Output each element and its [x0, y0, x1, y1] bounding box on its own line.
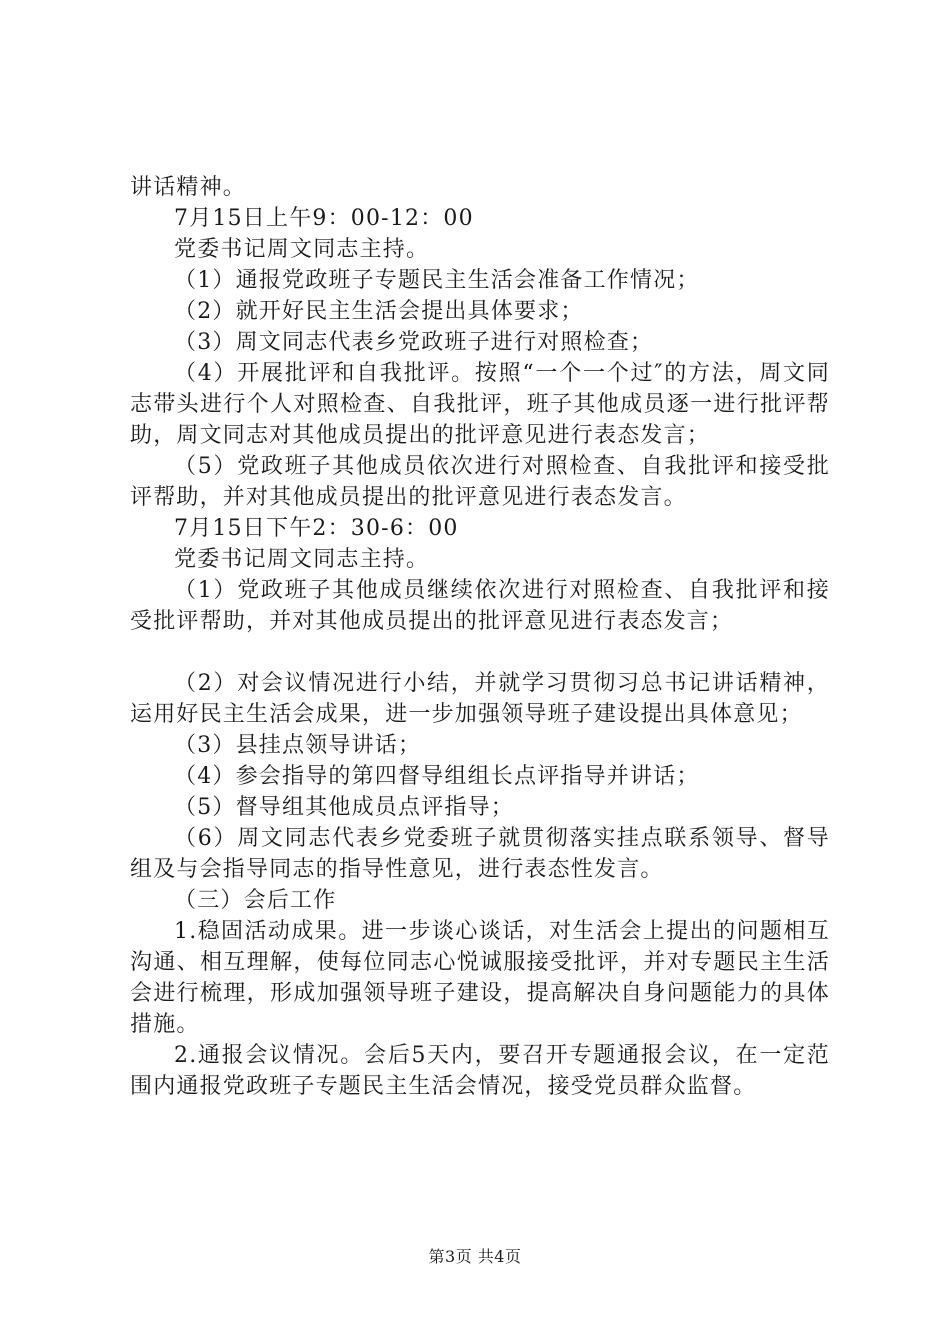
list-item: （5）督导组其他成员点评指导； [174, 795, 514, 820]
document-body [130, 172, 830, 1102]
list-item: （1）通报党政班子专题民主生活会准备工作情况； [174, 268, 700, 293]
list-item: （3）周文同志代表乡党政班子进行对照检查； [174, 330, 654, 355]
page-number-footer: 第3页 共4页 [428, 1247, 522, 1266]
paragraph: 党委书记周文同志主持。 [174, 237, 430, 262]
paragraph: 7月15日上午9：00-12：00 [174, 206, 474, 231]
paragraph-gap [130, 637, 830, 668]
list-item: （3）县挂点领导讲话； [174, 733, 422, 758]
list-item: （5）党政班子其他成员依次进行对照检查、自我批评和接受批评帮助，并对其他成员提出的批评意见进行表态发言。 [130, 454, 830, 510]
section-heading: （三）会后工作 [174, 888, 337, 913]
list-item: （2）对会议情况进行小结，并就学习贯彻习总书记讲话精神，运用好民主生活会成果，进一步加强领导班子建设提出具体意见； [130, 671, 830, 727]
list-item: （4）开展批评和自我批评。按照“一个一个过″的方法，周文同志带头进行个人对照检查、自我批评，班子其他成员逐一进行批评帮助，周文同志对其他成员提出的批评意见进行表态发言； [130, 361, 830, 448]
paragraph: 讲话精神。 [130, 175, 247, 200]
list-item: （1）党政班子其他成员继续依次进行对照检查、自我批评和接受批评帮助，并对其他成员提出的批评意见进行表态发言； [130, 578, 830, 634]
list-item: （4）参会指导的第四督导组组长点评指导并讲话； [174, 764, 700, 789]
list-item: （6）周文同志代表乡党委班子就贯彻落实挂点联系领导、督导组及与会指导同志的指导性意见，进行表态性发言。 [130, 826, 830, 882]
paragraph: 7月15日下午2：30-6：00 [174, 516, 459, 541]
paragraph: 2.通报会议情况。会后5天内，要召开专题通报会议，在一定范围内通报党政班子专题民主生活会情况，接受党员群众监督。 [130, 1043, 830, 1099]
paragraph: 1.稳固活动成果。进一步谈心谈话，对生活会上提出的问题相互沟通、相互理解，使每位同志心悦诚服接受批评，并对专题民主生活会进行梳理，形成加强领导班子建设，提高解决自身问题能力的具体措施。 [130, 919, 830, 1037]
list-item: （2）就开好民主生活会提出具体要求； [174, 299, 584, 324]
paragraph: 党委书记周文同志主持。 [174, 547, 430, 572]
